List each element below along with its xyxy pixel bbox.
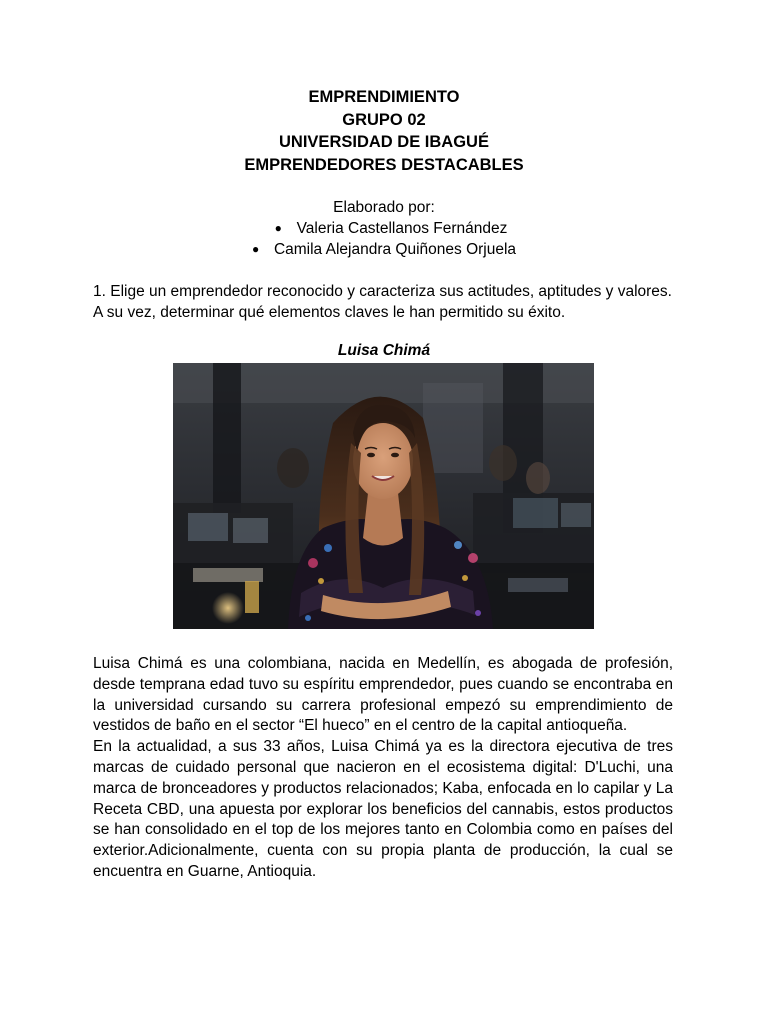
portrait-photo <box>173 363 594 629</box>
document-header <box>0 86 768 176</box>
authors-section <box>0 197 768 260</box>
author-name: Valeria Castellanos Fernández <box>296 220 508 237</box>
header-subtitle: EMPRENDEDORES DESTACABLES <box>244 155 524 174</box>
bullet-icon: ● <box>251 242 260 256</box>
question-text: 1. Elige un emprendedor reconocido y caracteriza sus actitudes, aptitudes y valores. A su vez, determinar qué elementos claves le han permitido su éxito. <box>93 283 672 321</box>
author-item <box>0 218 768 239</box>
authors-label: Elaborado por: <box>333 199 435 216</box>
header-university: UNIVERSIDAD DE IBAGUÉ <box>279 133 489 151</box>
bullet-icon: ● <box>274 221 282 235</box>
author-name: Camila Alejandra Quiñones Orjuela <box>273 241 517 258</box>
body-paragraph: En la actualidad, a sus 33 años, Luisa Chimá ya es la directora ejecutiva de tres marcas de cuidado personal que nacieron en el ecosistema digital: D'Luchi, una marca de bronceadores y productos relacionados; Kaba, enfocada en lo capilar y La Receta CBD, una apuesta por explorar los beneficios del cannabis, estos productos se han consolidado en el top de los mejores tanto en Colombia como en países del exterior.Adicionalmente, cuenta con su propia planta de producción, la cual se encuentra en Guarne, Antioquia. <box>93 738 673 880</box>
author-item <box>0 239 768 260</box>
header-group: GRUPO 02 <box>342 110 426 129</box>
body-paragraph: Luisa Chimá es una colombiana, nacida en Medellín, es abogada de profesión, desde temprana edad tuvo su espíritu emprendedor, pues cuando se encontraba en la universidad cursando su carrera profesional empezó su emprendimiento de vestidos de baño en el sector “El hueco” en el centro de la capital antioqueña. <box>93 655 673 735</box>
body-text <box>93 654 673 883</box>
subject-name-heading: Luisa Chimá <box>337 342 431 359</box>
header-title: EMPRENDIMIENTO <box>308 88 460 106</box>
